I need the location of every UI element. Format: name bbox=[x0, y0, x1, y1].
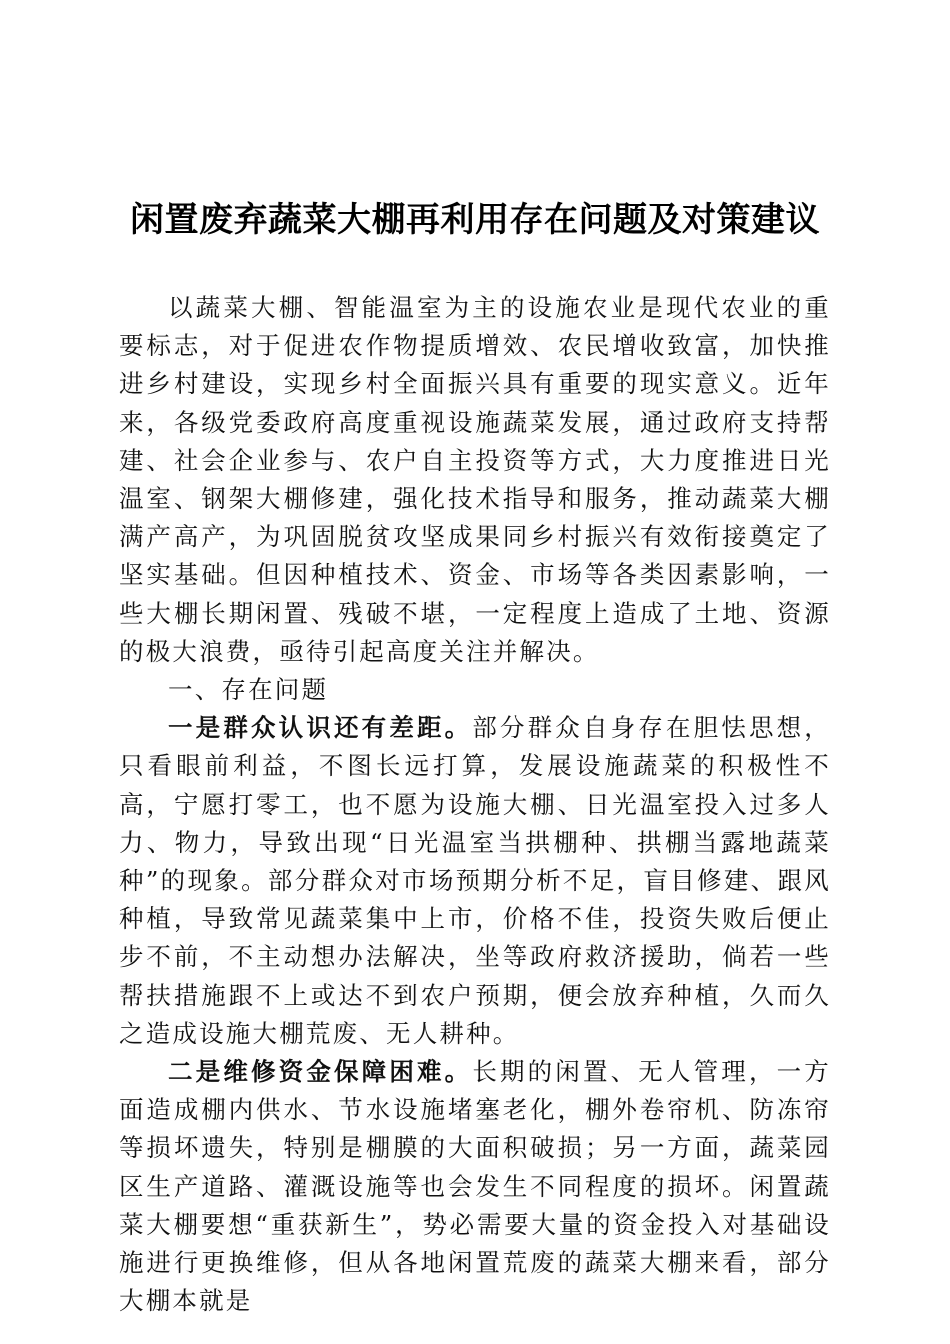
point-two-paragraph bbox=[119, 1053, 831, 1320]
point-one-paragraph bbox=[119, 709, 831, 1053]
intro-paragraph: 以蔬菜大棚、智能温室为主的设施农业是现代农业的重要标志，对于促进农作物提质增效、农民增收致富，加快推进乡村建设，实现乡村全面振兴具有重要的现实意义。近年来，各级党委政府高度重视设施蔬菜发展，通过政府支持帮建、社会企业参与、农户自主投资等方式，大力度推进日光温室、钢架大棚修建，强化技术指导和服务，推动蔬菜大棚满产高产，为巩固脱贫攻坚成果同乡村振兴有效衔接奠定了坚实基础。但因种植技术、资金、市场等各类因素影响，一些大棚长期闲置、残破不堪，一定程度上造成了土地、资源的极大浪费，亟待引起高度关注并解决。 bbox=[119, 293, 831, 666]
section-heading-problems: 一、存在问题 bbox=[168, 675, 329, 705]
document-body bbox=[119, 289, 831, 1320]
point-two-body: 长期的闲置、无人管理，一方面造成棚内供水、节水设施堵塞老化，棚外卷帘机、防冻帘等损坏遗失，特别是棚膜的大面积破损；另一方面，蔬菜园区生产道路、灌溉设施等也会发生不同程度的损坏。闲置蔬菜大棚要想“重获新生”，势必需要大量的资金投入对基础设施进行更换维修，但从各地闲置荒废的蔬菜大棚来看，部分大棚本就是 bbox=[119, 1057, 831, 1316]
point-two-lead: 二是维修资金保障困难。 bbox=[168, 1057, 473, 1087]
document-title: 闲置废弃蔬菜大棚再利用存在问题及对策建议 bbox=[130, 200, 820, 240]
point-one-lead: 一是群众认识还有差距。 bbox=[168, 713, 473, 743]
point-one-body: 部分群众自身存在胆怯思想，只看眼前利益，不图长远打算，发展设施蔬菜的积极性不高，宁愿打零工，也不愿为设施大棚、日光温室投入过多人力、物力，导致出现“日光温室当拱棚种、拱棚当露地蔬菜种”的现象。部分群众对市场预期分析不足，盲目修建、跟风种植，导致常见蔬菜集中上市，价格不佳，投资失败后便止步不前，不主动想办法解决，坐等政府救济援助，倘若一些帮扶措施跟不上或达不到农户预期，便会放弃种植，久而久之造成设施大棚荒废、无人耕种。 bbox=[119, 713, 831, 1048]
